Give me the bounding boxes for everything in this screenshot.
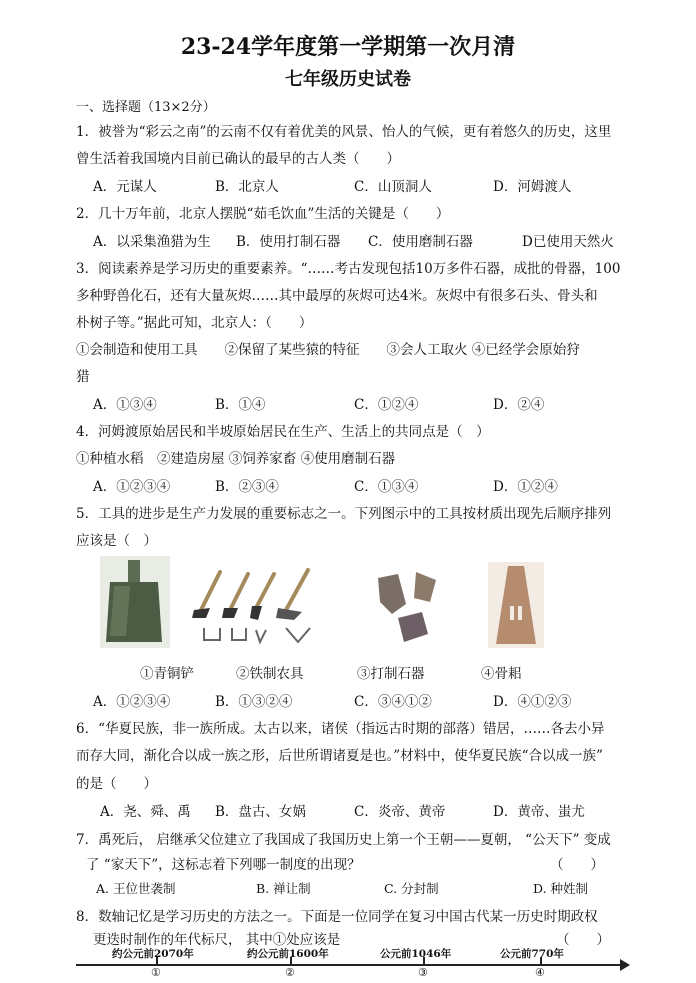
exam-title: 23-24学年度第一学期第一次月清 [180,34,516,60]
timeline-label-1: 约公元前2070年 [112,948,194,960]
bronze-shovel-image [100,556,170,648]
q6-stem-line1: 6．“华夏民族，非一族所成。太古以来，诸侯（指远古时期的部落）错居，……各去小异 [76,721,605,737]
q6-option-a: A．尧、舜、禹 [100,804,191,820]
q7-answer-paren: （ ） [550,857,604,873]
q7-stem-line1: 7．禹死后， 启继承父位建立了我国成了我国历史上第一个王朝——夏朝， “公天下” 变成 [76,832,611,848]
timeline-label-4: 公元前770年 [500,948,564,960]
timeline-label-3: 公元前1046年 [380,948,452,960]
timeline-num-4: ④ [535,966,545,979]
q5-caption-3: ③打制石器 [357,666,425,682]
q7-option-a: A. 王位世袭制 [96,881,176,896]
chipped-stone-tools-image [372,568,452,648]
section-heading: 一、选择题（13×2分） [76,100,216,115]
timeline-label-2: 约公元前1600年 [247,948,329,960]
q2-stem-line1: 2．几十万年前，北京人摆脱“茹毛饮血”生活的关键是（ ） [76,206,450,222]
q3-stem-line1: 3．阅读素养是学习历史的重要素养。“……考古发现包括10万多件石器，成批的骨器，100 [76,261,621,277]
bone-spade-image [488,562,544,648]
q3-option-d: D．②④ [493,397,545,413]
q6-option-c: C．炎帝、黄帝 [354,804,446,820]
timeline-num-2: ② [285,966,295,979]
q7-stem-line2: 了 “家天下”，这标志着下列哪一制度的出现？ [86,857,361,873]
q5-option-a: A．①②③④ [93,694,171,710]
q3-items-line2: 猎 [76,369,90,385]
q7-option-c: C. 分封制 [384,881,439,896]
q8-stem-line2: 更迭时制作的年代标尺， 其中①处应该是 [93,932,341,948]
q7-option-b: B. 禅让制 [256,881,311,896]
q5-caption-2: ②铁制农具 [236,666,304,682]
q3-option-b: B．①④ [215,397,266,413]
q1-option-c: C．山顶洞人 [354,179,432,195]
q2-option-d: D已使用天然火 [522,234,614,250]
q5-option-d: D．④①②③ [493,694,572,710]
q3-items-line1: ①会制造和使用工具 ②保留了某些猿的特征 ③会人工取火 ④已经学会原始狩 [76,342,580,358]
q6-option-b: B．盘古、女娲 [215,804,306,820]
q3-option-a: A．①③④ [93,397,157,413]
timeline-num-1: ① [151,966,161,979]
q4-option-a: A．①②③④ [93,479,171,495]
q1-option-b: B．北京人 [215,179,279,195]
q1-option-a: A．元谋人 [93,179,157,195]
iron-tools-image [190,564,320,648]
q1-stem-line2: 曾生活着我国境内目前已确认的最早的古人类（ ） [76,151,400,167]
q3-stem-line3: 朴树子等。”据此可知，北京人：（ ） [76,315,313,331]
q4-option-c: C．①③④ [354,479,419,495]
q8-answer-paren: （ ） [556,932,610,948]
q4-option-b: B．②③④ [215,479,279,495]
q2-option-c: C．使用磨制石器 [368,234,473,250]
q5-option-b: B．①③②④ [215,694,293,710]
q2-option-b: B．使用打制石器 [236,234,341,250]
q1-option-d: D．河姆渡人 [493,179,572,195]
timeline-num-3: ③ [418,966,428,979]
q6-stem-line2: 而存大同，渐化合以成一族之形，后世所谓诸夏是也。”材料中，使华夏民族“合以成一族” [76,748,603,764]
q5-caption-4: ④骨耜 [481,666,522,682]
q4-items: ①种植水稻 ②建造房屋 ③饲养家畜 ④使用磨制石器 [76,451,396,467]
q5-caption-1: ①青铜铲 [140,666,194,682]
q2-option-a: A．以采集渔猎为生 [93,234,211,250]
q3-option-c: C．①②④ [354,397,419,413]
q4-stem-line1: 4．河姆渡原始居民和半坡原始居民在生产、生活上的共同点是（ ） [76,424,490,440]
q7-option-d: D. 种姓制 [533,881,589,896]
exam-subtitle: 七年级历史试卷 [285,69,411,90]
q6-option-d: D．黄帝、蚩尤 [493,804,585,820]
q3-stem-line2: 多种野兽化石，还有大量灰烬……其中最厚的灰烬可达4米。灰烬中有很多石头、骨头和 [76,288,598,304]
q5-option-c: C．③④①② [354,694,432,710]
q4-option-d: D．①②④ [493,479,558,495]
q1-stem-line1: 1．被誉为“彩云之南”的云南不仅有着优美的风景、怡人的气候，更有着悠久的历史，这里 [76,124,612,140]
q5-stem-line2: 应该是（ ） [76,533,157,549]
q5-stem-line1: 5．工具的进步是生产力发展的重要标志之一。下列图示中的工具按材质出现先后顺序排列 [76,506,612,522]
timeline-arrow-icon [620,959,630,971]
q8-stem-line1: 8．数轴记忆是学习历史的方法之一。下面是一位同学在复习中国古代某一历史时期政权 [76,909,598,925]
q6-stem-line3: 的是（ ） [76,776,157,792]
